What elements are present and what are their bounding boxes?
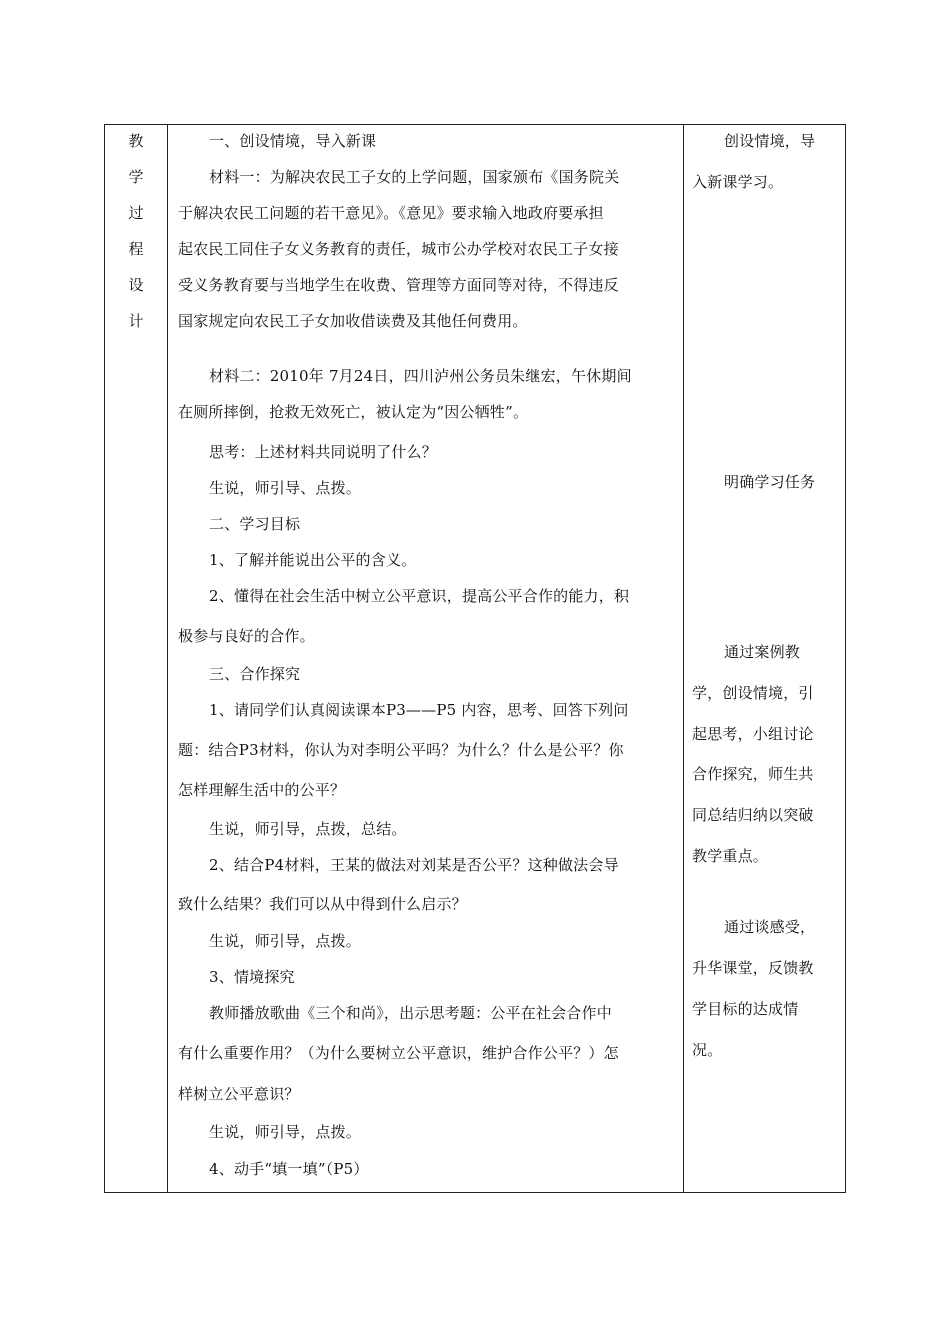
content-line: 4、动手“填一填”（P5） [209,1160,369,1178]
section-label-char: 学 [128,168,144,186]
intent-line: 同总结归纳以突破 [692,806,814,824]
intent-line: 通过谈感受， [724,918,816,936]
content-line: 材料一：为解决农民工子女的上学问题，国家颁布《国务院关 [209,168,620,186]
section-label-column [105,125,167,1192]
content-line: 受义务教育要与当地学生在收费、管理等方面同等对待，不得违反 [178,276,619,294]
intent-line: 学，创设情境，引 [692,684,814,702]
section-label-char: 设 [128,276,144,294]
content-line: 生说，师引导，点拨。 [209,932,362,950]
content-line: 起农民工同住子女义务教育的责任，城市公办学校对农民工子女接 [178,240,619,258]
intent-line: 合作探究，师生共 [692,765,814,783]
content-line: 生说，师引导，点拨，总结。 [209,820,407,838]
content-line: 题：结合P3材料，你认为对李明公平吗？为什么？什么是公平？你 [178,741,624,759]
content-line: 一、创设情境，导入新课 [209,132,377,150]
content-line: 材料二：2010年 7月24日，四川泸州公务员朱继宏，午休期间 [209,367,632,385]
intent-line: 通过案例教 [724,643,801,661]
content-line: 国家规定向农民工子女加收借读费及其他任何费用。 [178,312,528,330]
section-label-char: 计 [128,312,144,330]
content-line: 2、结合P4材料，王某的做法对刘某是否公平？这种做法会导 [209,856,619,874]
content-line: 生说，师引导，点拨。 [209,1123,362,1141]
intent-line: 创设情境，导 [724,132,816,150]
content-line: 致什么结果？我们可以从中得到什么启示？ [178,895,467,913]
intent-line: 教学重点。 [692,847,769,865]
content-line: 3、情境探究 [209,968,295,986]
design-intent-column [684,125,844,1192]
content-line: 样树立公平意识？ [178,1085,300,1103]
content-line: 生说，师引导、点拨。 [209,479,362,497]
content-line: 有什么重要作用？（为什么要树立公平意识，维护合作公平？）怎 [178,1044,619,1062]
section-label-char: 教 [128,132,144,150]
section-label-char: 程 [128,240,144,258]
section-heading: 二、学习目标 [209,515,301,533]
intent-line: 入新课学习。 [692,173,784,191]
intent-line: 明确学习任务 [724,473,816,491]
content-line: 教师播放歌曲《三个和尚》，出示思考题：公平在社会合作中 [209,1004,612,1022]
content-line: 思考：上述材料共同说明了什么？ [209,443,438,461]
section-label-char: 过 [128,204,144,222]
teaching-content-column [168,125,683,1192]
section-heading: 三、合作探究 [209,665,301,683]
content-line: 极参与良好的合作。 [178,627,315,645]
content-line: 在厕所摔倒，抢救无效死亡，被认定为“因公牺牲”。 [178,403,529,421]
intent-line: 况。 [692,1041,723,1059]
lesson-plan-table [104,124,846,1193]
intent-line: 起思考，小组讨论 [692,725,814,743]
content-line: 1、了解并能说出公平的含义。 [209,551,417,569]
intent-line: 升华课堂，反馈教 [692,959,814,977]
content-line: 1、请同学们认真阅读课本P3——P5 内容，思考、回答下列问 [209,701,629,719]
content-line: 2、懂得在社会生活中树立公平意识，提高公平合作的能力，积 [209,587,630,605]
content-line: 怎样理解生活中的公平？ [178,781,346,799]
intent-line: 学目标的达成情 [692,1000,799,1018]
content-line: 于解决农民工问题的若干意见》。《意见》要求输入地政府要承担 [178,204,604,222]
